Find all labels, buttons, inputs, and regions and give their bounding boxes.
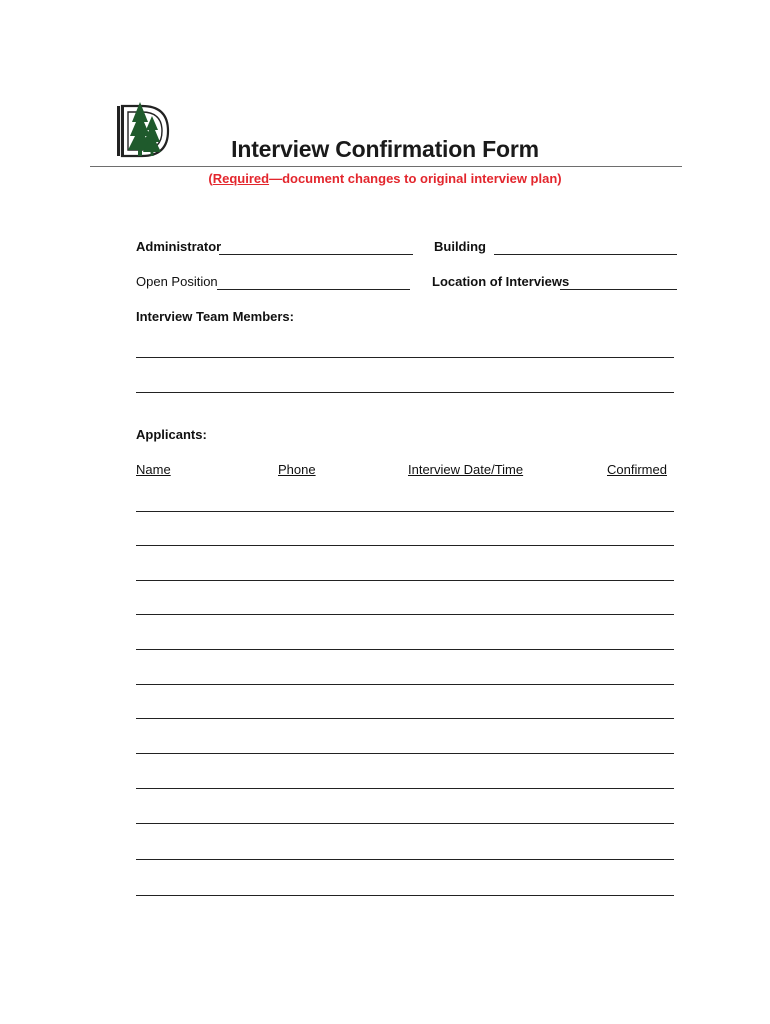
applicant-row-line[interactable] [136, 718, 674, 719]
team-members-label: Interview Team Members: [136, 309, 294, 324]
open-position-label: Open Position [136, 274, 218, 289]
page-title: Interview Confirmation Form [231, 136, 539, 162]
team-members-line-2[interactable] [136, 392, 674, 393]
open-position-field[interactable] [217, 289, 410, 290]
column-header-confirmed: Confirmed [607, 462, 667, 477]
applicant-row-line[interactable] [136, 788, 674, 789]
subtitle-required: Required [212, 171, 270, 186]
applicant-row-line[interactable] [136, 753, 674, 754]
subtitle-open: ( [208, 171, 213, 186]
team-members-line-1[interactable] [136, 357, 674, 358]
applicant-row-line[interactable] [136, 580, 674, 581]
applicants-label: Applicants: [136, 427, 207, 442]
subtitle-note [0, 171, 770, 186]
building-field[interactable] [494, 254, 677, 255]
applicant-row-line[interactable] [136, 859, 674, 860]
column-header-name: Name [136, 462, 171, 477]
administrator-field[interactable] [219, 254, 413, 255]
column-header-interview-datetime: Interview Date/Time [408, 462, 524, 477]
administrator-label: Administrator [136, 239, 222, 254]
applicant-row-line[interactable] [136, 511, 674, 512]
location-label: Location of Interviews [432, 274, 570, 289]
applicant-row-line[interactable] [136, 614, 674, 615]
applicant-row-line[interactable] [136, 545, 674, 546]
subtitle-rest: —document changes to original interview plan) [269, 171, 562, 186]
column-header-phone: Phone [278, 462, 316, 477]
applicant-row-line[interactable] [136, 684, 674, 685]
header-divider [90, 166, 682, 167]
applicant-row-line[interactable] [136, 823, 674, 824]
applicant-row-line[interactable] [136, 895, 674, 896]
applicant-row-line[interactable] [136, 649, 674, 650]
building-label: Building [434, 239, 486, 254]
location-field[interactable] [560, 289, 677, 290]
